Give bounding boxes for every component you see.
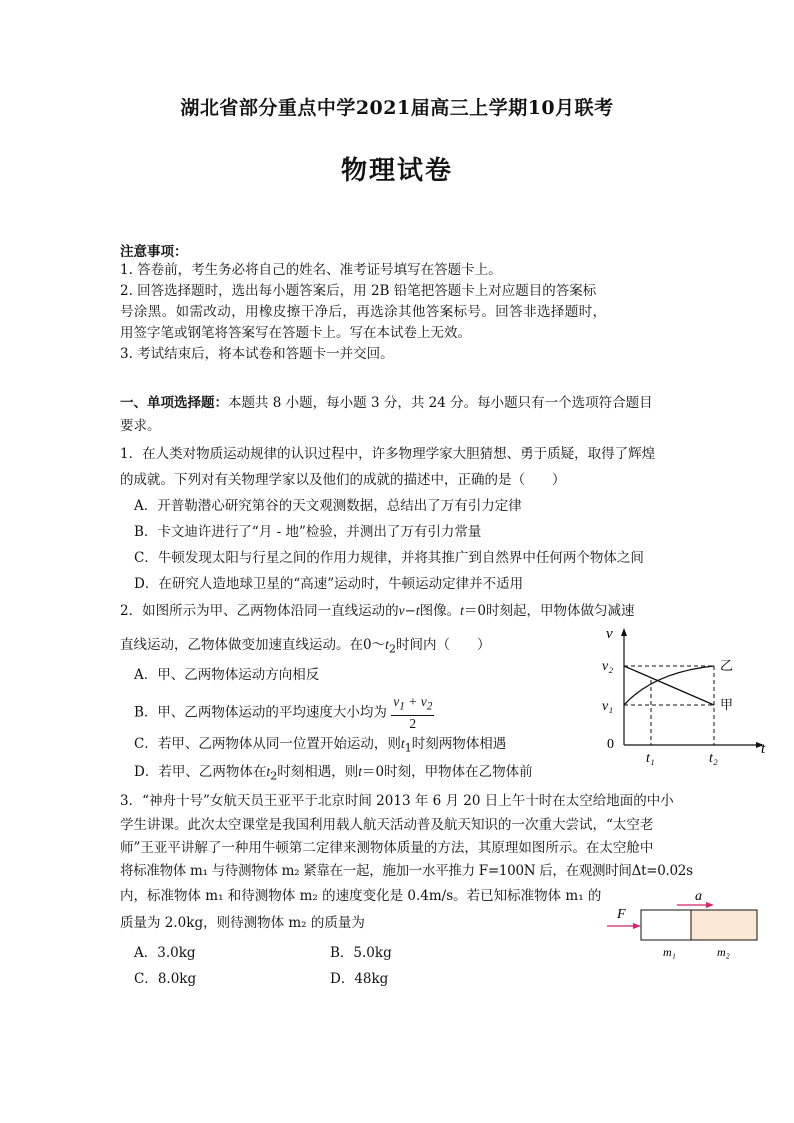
exam-subject: 物理试卷 <box>340 156 453 186</box>
q2-option-a: A．甲、乙两物体运动方向相反 <box>134 667 320 683</box>
note-line: 用签字笔或钢笔将答案写在答题卡上。写在本试卷上无效。 <box>120 325 471 341</box>
fraction-v1-plus-v2-over-2: $\frac{v_1 + v_2}{2}$ <box>393 694 433 731</box>
q3-option-d: D．48kg <box>330 971 389 987</box>
block-m1 <box>641 910 691 940</box>
q2-stem: 2．如图所示为甲、乙两物体沿同一直线运动的v−t图像。t＝0时刻起，甲物体做匀减速 <box>120 603 635 619</box>
q1-stem-cont: 的成就。下列对有关物理学家以及他们的成就的描述中，正确的是（ ） <box>120 472 566 488</box>
q2-option-d: D．若甲、乙两物体在$t_2$时刻相遇，则t＝0时刻，甲物体在乙物体前 <box>134 764 533 783</box>
notes-heading: 注意事项： <box>120 244 188 260</box>
v2-label: v₂ <box>602 659 614 674</box>
q2-stem-cont: 直线运动，乙物体做变加速直线运动。在$0\sim t_2$时间内（ ） <box>120 637 491 656</box>
q3-stem-cont: 内，标准物体 m₁ 和待测物体 m₂ 的速度变化是 0.4m/s。若已知标准物体 m₁ 的 <box>120 888 602 904</box>
q2-option-b: B．甲、乙两物体运动的平均速度大小均为 $\frac{v_1 + v_2}{2}$ <box>134 694 433 731</box>
yi-label: 乙 <box>720 658 734 673</box>
exam-title: 湖北省部分重点中学2021届高三上学期10月联考 <box>180 97 614 119</box>
jia-label: 甲 <box>720 697 734 712</box>
note-line: 2. 回答选择题时，选出每小题答案后，用 2B 铅笔把答题卡上对应题目的答案标 <box>120 283 597 299</box>
note-line: 号涂黑。如需改动，用橡皮擦干净后，再选涂其他答案标号。回答非选择题时， <box>120 304 607 320</box>
y-axis-label: v <box>606 626 613 642</box>
section-desc: 本题共 8 小题，每小题 3 分，共 24 分。每小题只有一个选项符合题目 <box>228 395 653 411</box>
q1-stem: 1．在人类对物质运动规律的认识过程中，许多物理学家大胆猜想、勇于质疑，取得了辉煌 <box>120 446 656 462</box>
section-title: 一、单项选择题： <box>120 395 228 411</box>
force-arrow-head <box>633 923 641 929</box>
m1-label: m₁ <box>663 945 676 959</box>
q1-option-a: A．开普勒潜心研究第谷的天文观测数据，总结出了万有引力定律 <box>134 498 522 514</box>
q3-stem-cont: 学生讲课。此次太空课堂是我国利用载人航天活动普及航天知识的一次重大尝试，“太空老 <box>120 817 654 833</box>
vt-graph <box>590 620 780 770</box>
m2-label: m₂ <box>717 945 730 959</box>
q3-option-b: B．5.0kg <box>330 945 392 961</box>
accel-label: a <box>695 889 702 904</box>
blocks-figure <box>605 886 765 961</box>
section-desc-cont: 要求。 <box>120 418 161 434</box>
y-axis-arrow <box>621 628 627 636</box>
q1-option-b: B．卡文迪许进行了“月 - 地”检验，并测出了万有引力常量 <box>134 524 482 540</box>
q3-stem-cont: 质量为 2.0kg，则待测物体 m₂ 的质量为 <box>120 915 365 931</box>
origin-label: 0 <box>607 737 614 752</box>
q3-option-a: A．3.0kg <box>134 945 196 961</box>
q3-stem-cont: 师”王亚平讲解了一种用牛顿第二定律来测物体质量的方法，其原理如图所示。在太空舱中 <box>120 840 654 856</box>
section-heading <box>120 393 653 413</box>
note-line: 1. 答卷前，考生务必将自己的姓名、准考证号填写在答题卡上。 <box>120 262 502 278</box>
q2-option-c: C．若甲、乙两物体从同一位置开始运动，则$t_1$时刻两物体相遇 <box>134 736 507 755</box>
t1-label: t₁ <box>646 751 655 766</box>
force-label: F <box>617 907 626 922</box>
accel-arrow-head <box>706 902 714 908</box>
q3-option-c: C．8.0kg <box>134 971 197 987</box>
q1-option-d: D．在研究人造地球卫星的“高速”运动时，牛顿运动定律并不适用 <box>134 576 524 592</box>
q3-stem-cont: 将标准物体 m₁ 与待测物体 m₂ 紧靠在一起，施加一水平推力 F=100N 后，在观测时间Δt=0.02s <box>120 863 693 879</box>
x-axis-label: t <box>761 741 766 757</box>
block-m2 <box>691 910 757 940</box>
note-line: 3. 考试结束后，将本试卷和答题卡一并交回。 <box>120 346 394 362</box>
v1-label: v₁ <box>602 699 614 714</box>
q1-option-c: C．牛顿发现太阳与行星之间的作用力规律，并将其推广到自然界中任何两个物体之间 <box>134 550 644 566</box>
q3-stem: 3．“神舟十号”女航天员王亚平于北京时间 2013 年 6 月 20 日上午十时在太空给地面的中小 <box>120 793 674 809</box>
t2-label: t₂ <box>709 751 718 766</box>
jia-line <box>624 666 714 705</box>
